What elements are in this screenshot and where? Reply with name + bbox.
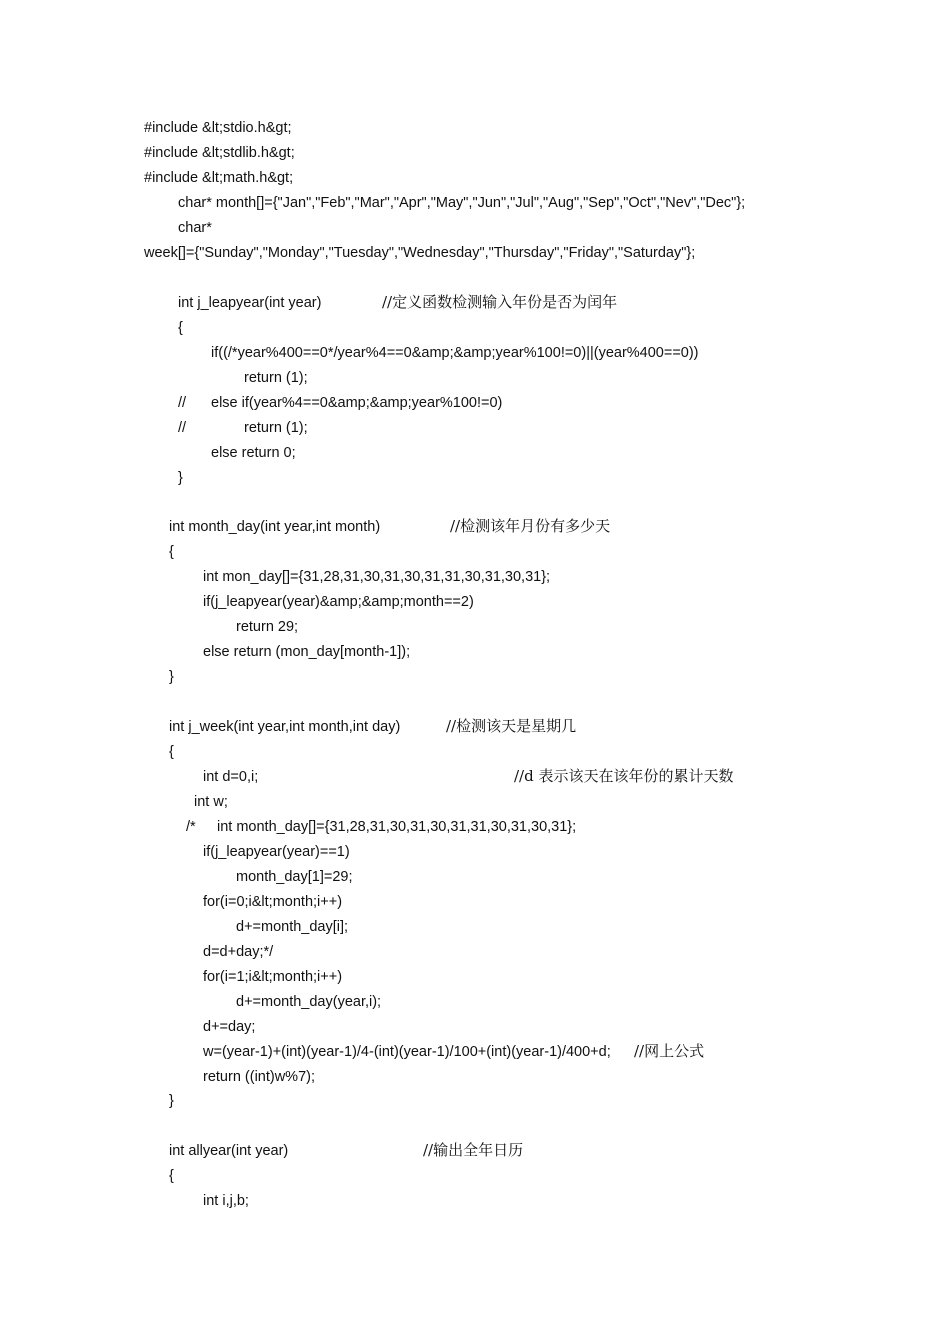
code-line: { xyxy=(169,544,174,560)
code-line: int allyear(int year) xyxy=(169,1143,289,1159)
code-line: month_day[1]=29; xyxy=(236,869,353,885)
code-line: } xyxy=(178,470,183,486)
code-comment: //d 表示该天在该年份的累计天数 xyxy=(514,767,734,785)
code-line: if(j_leapyear(year)==1) xyxy=(203,844,350,860)
code-line: int w; xyxy=(194,794,228,810)
code-line: for(i=0;i&lt;month;i++) xyxy=(203,894,343,910)
code-line: int i,j,b; xyxy=(203,1193,249,1209)
code-line: } xyxy=(169,669,174,685)
code-line: int j_week(int year,int month,int day) xyxy=(169,719,401,735)
code-line: // xyxy=(178,420,187,436)
code-line: for(i=1;i&lt;month;i++) xyxy=(203,969,343,985)
code-line: #include &lt;math.h&gt; xyxy=(144,170,294,186)
code-line: else return (mon_day[month-1]); xyxy=(203,644,411,660)
code-line: if(j_leapyear(year)&amp;&amp;month==2) xyxy=(203,594,474,610)
code-line: #include &lt;stdio.h&gt; xyxy=(144,120,292,136)
code-line: d+=month_day(year,i); xyxy=(236,994,382,1010)
code-comment: //检测该天是星期几 xyxy=(446,717,577,735)
code-line: d+=day; xyxy=(203,1019,256,1035)
code-line: return ((int)w%7); xyxy=(203,1069,315,1085)
code-line: w=(year-1)+(int)(year-1)/4-(int)(year-1)/100+(int)(year-1)/400+d; xyxy=(203,1044,611,1060)
code-line: /* xyxy=(186,819,196,835)
code-comment: //网上公式 xyxy=(634,1042,705,1060)
code-line: int j_leapyear(int year) xyxy=(178,295,322,311)
code-line: int mon_day[]={31,28,31,30,31,30,31,31,30,31,30,31}; xyxy=(203,569,551,585)
code-line: int month_day[]={31,28,31,30,31,30,31,31,30,31,30,31}; xyxy=(217,819,577,835)
code-line: else if(year%4==0&amp;&amp;year%100!=0) xyxy=(211,395,503,411)
code-line: #include &lt;stdlib.h&gt; xyxy=(144,145,295,161)
code-line: char* month[]={"Jan","Feb","Mar","Apr","May","Jun","Jul","Aug","Sep","Oct","Nev","Dec"}; xyxy=(178,195,746,211)
code-line: // xyxy=(178,395,187,411)
code-line: int d=0,i; xyxy=(203,769,259,785)
code-line: return 29; xyxy=(236,619,299,635)
code-line: return (1); xyxy=(244,370,308,386)
code-line: if((/*year%400==0*/year%4==0&amp;&amp;year%100!=0)||(year%400==0)) xyxy=(211,345,699,361)
code-line: return (1); xyxy=(244,420,308,436)
code-line: { xyxy=(178,320,183,336)
code-line: week[]={"Sunday","Monday","Tuesday","Wednesday","Thursday","Friday","Saturday"}; xyxy=(144,245,696,261)
code-line: else return 0; xyxy=(211,445,296,461)
code-line: d+=month_day[i]; xyxy=(236,919,349,935)
code-line: { xyxy=(169,744,174,760)
code-line: } xyxy=(169,1093,174,1109)
code-comment: //检测该年月份有多少天 xyxy=(450,517,611,535)
code-line: int month_day(int year,int month) xyxy=(169,519,381,535)
code-line: d=d+day;*/ xyxy=(203,944,274,960)
code-line: { xyxy=(169,1168,174,1184)
code-comment: //输出全年日历 xyxy=(423,1141,524,1159)
code-line: char* xyxy=(178,220,212,236)
code-comment: //定义函数检测输入年份是否为闰年 xyxy=(382,293,618,311)
